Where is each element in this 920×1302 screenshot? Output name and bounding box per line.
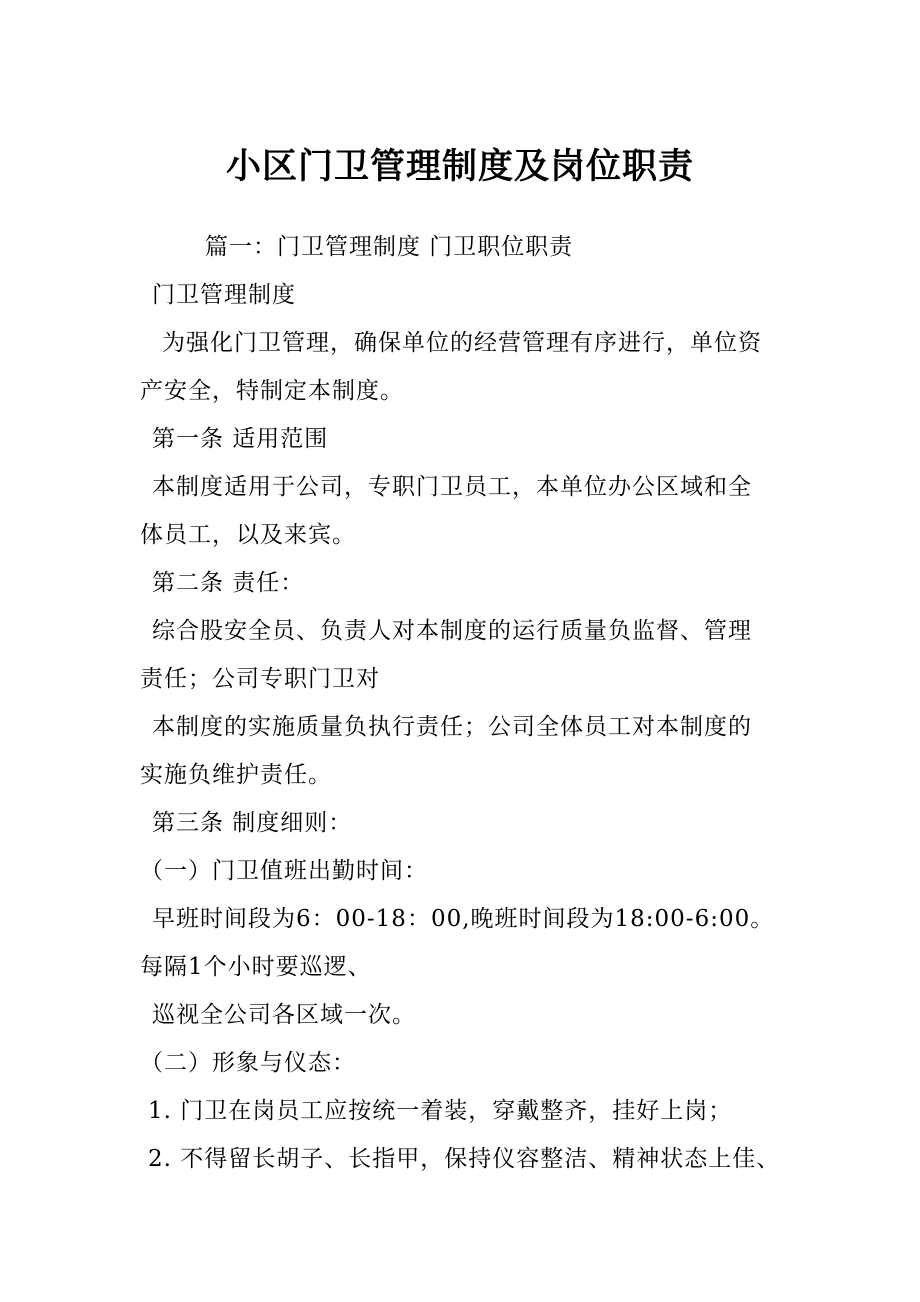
paragraph-line: 为强化门卫管理，确保单位的经营管理有序进行，单位资	[162, 330, 762, 356]
list-item: 2. 不得留长胡子、长指甲，保持仪容整洁、精神状态上佳、	[148, 1146, 781, 1172]
article-heading: 第一条 适用范围	[152, 426, 329, 452]
paragraph-line: 本制度适用于公司，专职门卫员工，本单位办公区域和全	[152, 474, 752, 500]
list-item: 1. 门卫在岗员工应按统一着装，穿戴整齐，挂好上岗；	[148, 1098, 733, 1124]
section-heading: 篇一：门卫管理制度 门卫职位职责	[205, 234, 574, 260]
paragraph-line: 体员工，以及来宾。	[140, 522, 356, 548]
document-title: 小区门卫管理制度及岗位职责	[225, 147, 694, 187]
subsection-heading: （二）形象与仪态：	[140, 1050, 356, 1076]
subsection-heading: （一）门卫值班出勤时间：	[140, 858, 428, 884]
paragraph-line: 产安全，特制定本制度。	[140, 378, 404, 404]
paragraph-line: 综合股安全员、负责人对本制度的运行质量负监督、管理	[152, 618, 752, 644]
paragraph-line: 巡视全公司各区域一次。	[152, 1002, 416, 1028]
paragraph-line: 早班时间段为6：00-18：00,晚班时间段为18:00-6:00。	[152, 906, 775, 932]
paragraph-line: 每隔1个小时要巡逻、	[140, 954, 372, 980]
paragraph-line: 本制度的实施质量负执行责任；公司全体员工对本制度的	[152, 714, 752, 740]
article-heading: 第三条 制度细则：	[152, 810, 353, 836]
subheading: 门卫管理制度	[152, 282, 296, 308]
paragraph-line: 责任；公司专职门卫对	[140, 666, 380, 692]
paragraph-line: 实施负维护责任。	[140, 762, 332, 788]
article-heading: 第二条 责任：	[152, 570, 305, 596]
